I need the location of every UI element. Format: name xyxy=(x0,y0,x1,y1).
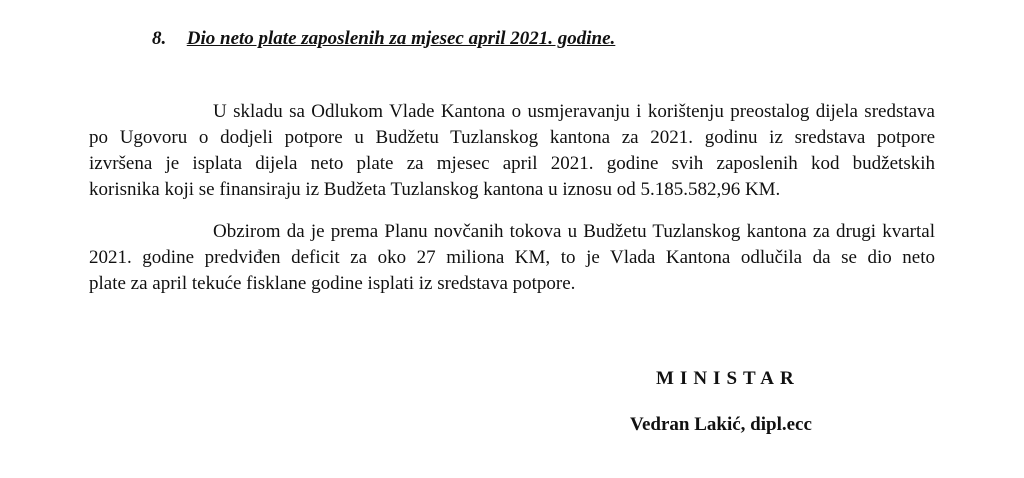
paragraph-1-line: U skladu sa Odlukom Vlade Kantona o usmjeravanju i korištenju preostalog dijela sredstava xyxy=(213,101,935,122)
paragraph-1 xyxy=(89,99,935,203)
paragraph-2-line: plate za april tekuće fisklane godine isplati iz sredstava potpore. xyxy=(89,273,576,294)
signature-name: Vedran Lakić, dipl.ecc xyxy=(630,414,812,435)
section-heading xyxy=(152,28,615,50)
section-number: 8. xyxy=(152,28,167,49)
paragraph-1-line: po Ugovoru o dodjeli potpore u Budžetu Tuzlanskog kantona za 2021. godinu iz sredstava potpore xyxy=(89,127,935,148)
signature-role: MINISTAR xyxy=(656,368,800,389)
paragraph-1-line: izvršena je isplata dijela neto plate za mjesec april 2021. godine svih zaposlenih kod budžetskih xyxy=(89,153,935,174)
paragraph-2-line: 2021. godine predviđen deficit za oko 27 miliona KM, to je Vlada Kantona odlučila da se dio neto xyxy=(89,247,935,268)
paragraph-2 xyxy=(89,219,935,297)
paragraph-2-line: Obzirom da je prema Planu novčanih tokova u Budžetu Tuzlanskog kantona za drugi kvartal xyxy=(213,221,935,242)
paragraph-1-line: korisnika koji se finansiraju iz Budžeta Tuzlanskog kantona u iznosu od 5.185.582,96 KM. xyxy=(89,179,781,200)
section-title: Dio neto plate zaposlenih za mjesec april 2021. godine. xyxy=(186,28,616,49)
